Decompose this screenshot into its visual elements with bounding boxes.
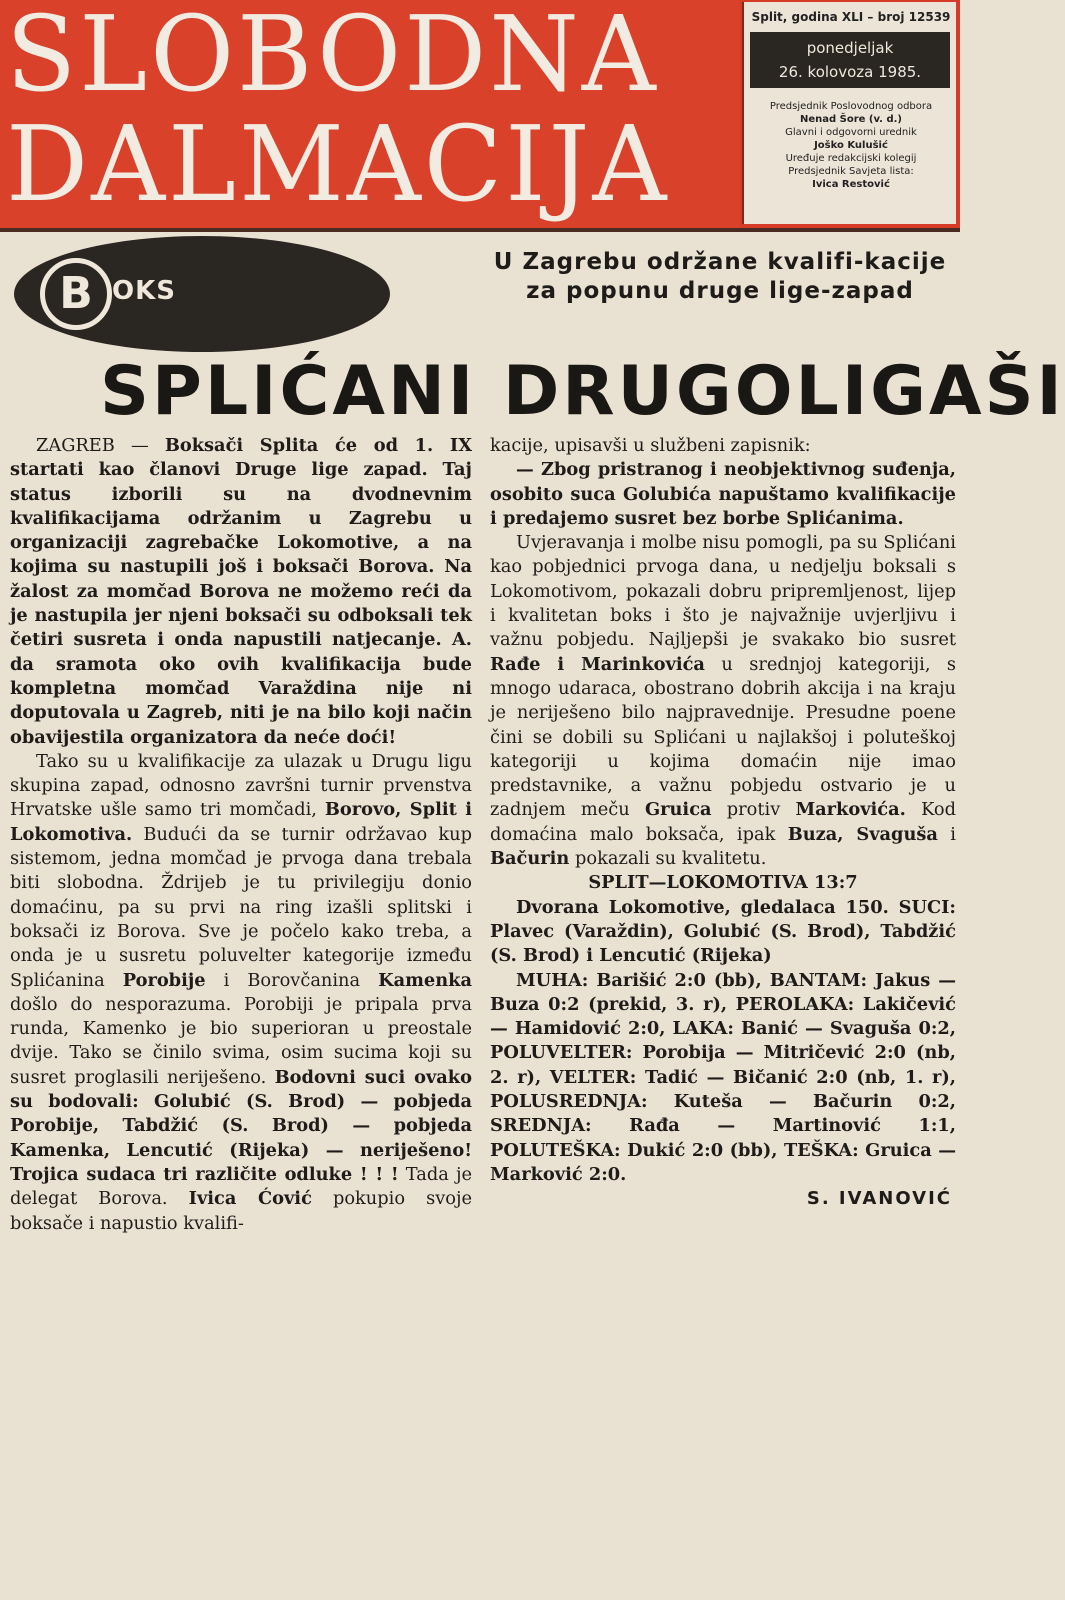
masthead-title [0, 0, 740, 228]
article-paragraph [490, 458, 956, 531]
bold-text-run: Kamenka [378, 969, 472, 991]
bold-text-run: Rađe i Marinkovića [490, 653, 705, 675]
section-badge-boks [14, 236, 390, 352]
article-headline: SPLIĆANI DRUGOLIGAŠI [100, 352, 1065, 431]
text-run: došlo do nesporazuma. Porobiji je pripala prva runda, Kamenko je bio superioran u preostale dvije. Tako se činilo svima, osim sucima koji su susret proglasili neriješeno. [10, 993, 472, 1088]
bold-text-run: Dvorana Lokomotive, gledalaca 150. SUCI: Plavec (Varaždin), Golubić (S. Brod), Tabdžić (S. Brod) i Lencutić (Rijeka) [490, 896, 956, 967]
masthead-info-panel [742, 2, 956, 224]
staff-line: Predsjednik Poslovodnog odbora [769, 101, 933, 112]
text-run: kacije, upisavši u službeni zapisnik: [490, 435, 811, 456]
masthead [0, 0, 960, 228]
text-run: Kod domaćina malo boksača, ipak [490, 799, 956, 845]
article-kicker: U Zagrebu održane kvalifi-kacije za popunu druge lige-zapad [493, 249, 947, 304]
article-column-left [10, 434, 472, 1236]
article-paragraph [10, 434, 472, 750]
text-run: u srednjoj kategoriji, s mnogo udaraca, obostrano dobrih akcija i na kraju je neriješeno bilo najpravednije. Presudne poene čini se dobili su Splićani u najlakšoj i poluteškoj kategoriji u kojima domaćin nije imao predstavnike, a važnu pobjedu ostvario je u zadnjem meču [490, 653, 956, 821]
staff-line: Nenad Šore (v. d.) [799, 114, 902, 125]
text-run: i [937, 823, 956, 845]
article-column-right-body [490, 434, 956, 1187]
issue-number: Split, godina XLI – broj 12539 [751, 10, 951, 24]
bold-text-run: — Zbog pristranog i neobjektivnog suđenja, osobito suca Golubića napuštamo kvalifikacije i predajemo susret bez borbe Splićanima. [490, 459, 956, 529]
issue-date: 26. kolovoza 1985. [778, 63, 922, 81]
text-run: Tako su u kvalifikacije za ulazak u Drugu ligu skupina zapad, odnosno završni turnir prvenstva Hrvatske ušle samo tri momčadi, [10, 750, 472, 821]
bold-text-run: Porobije [122, 969, 206, 991]
issue-day: ponedjeljak [806, 39, 894, 57]
text-run: Tada je delegat Borova. [10, 1163, 472, 1210]
text-run: pokupio svoje boksače i napustio kvalifi- [10, 1188, 472, 1234]
masthead-title-line-1: SLOBODNA [6, 0, 659, 115]
article-paragraph [490, 871, 956, 895]
article-paragraph [490, 531, 956, 871]
text-run: i Borovčanina [205, 969, 379, 991]
text-run: Uvjeravanja i molbe nisu pomogli, pa su Splićani kao pobjednici prvoga dana, u nedjelju boksali s Lokomotivom, pokazali dobru pripremljenost, lijep i kvalitetan boks i što je najvažnije uvjerljivu i važnu pobjedu. Najljepši je svakako bio susret [490, 532, 956, 651]
bold-text-run: Buza, Svaguša [787, 823, 938, 845]
staff-line: Joško Kulušić [814, 140, 888, 151]
section-badge-word: OKS [112, 276, 176, 306]
bold-text-run: SPLIT—LOKOMOTIVA 13:7 [588, 872, 858, 894]
article-paragraph [490, 969, 956, 1188]
article-paragraph [490, 434, 956, 458]
text-run: pokazali su kvalitetu. [569, 848, 767, 870]
staff-line: Uređuje redakcijski kolegij [785, 153, 917, 164]
staff-credits [744, 100, 958, 191]
masthead-title-line-2: DALMACIJA [6, 103, 670, 225]
bold-text-run: Gruica [644, 799, 712, 821]
text-run: protiv [711, 799, 796, 821]
text-run: ZAGREB — [36, 435, 165, 456]
bold-text-run: Bodovni suci ovako su bodovali: Golubić (S. Brod) — pobjeda Porobije, Tabdžić (S. Brod) — pobjeda Kamenka, Lencutić (Rijeka) — neriješeno! Trojica sudaca tri različite odluke ! ! ! [10, 1066, 472, 1185]
staff-line: Predsjednik Savjeta lista: [788, 166, 914, 177]
staff-line: Glavni i odgovorni urednik [785, 127, 917, 138]
text-run: Budući da se turnir održavao kup sistemom, jedna momčad je prvoga dana trebala biti slobodna. Ždrijeb je tu privilegiju donio domaćinu, pa su prvi na ring izašli splitski i boksači iz Borova. Sve je počelo kako treba, a onda je u susretu poluvelter kategorije između Splićanina [10, 823, 472, 991]
bold-text-run: Markovića. [795, 799, 906, 821]
date-box [750, 32, 950, 88]
article-column-right [490, 434, 956, 1212]
bold-text-run: Boksači Splita će od 1. IX startati kao članovi Druge lige zapad. Taj status izborili su na dvodnevnim kvalifikacijama održanim u Zagrebu u organizaciji zagrebačke Lokomotive, a na kojima su nastupili još i boksači Borova. Na žalost za momčad Borova ne možemo reći da je nastupila jer njeni boksači su odboksali tek četiri susreta i onda napustili natjecanje. A. da sramota oko ovih kvalifikacija bude kompletna momčad Varaždina nije ni doputovala u Zagreb, niti je na bilo koji način obavijestila organizatora da neće doći! [10, 435, 472, 748]
article-byline: S. IVANOVIĆ [806, 1188, 952, 1210]
article-paragraph [10, 750, 472, 1236]
article-paragraph [490, 896, 956, 969]
bold-text-run: Borovo, Split i Lokomotiva. [10, 799, 472, 845]
masthead-rule [0, 228, 960, 232]
boxing-badge-icon: B [40, 258, 112, 330]
bold-text-run: Bačurin [490, 848, 570, 870]
staff-line: Ivica Restović [812, 179, 890, 190]
bold-text-run: MUHA: Barišić 2:0 (bb), BANTAM: Jakus — Buza 0:2 (prekid, 3. r), PEROLAKA: Lakičević — Hamidović 2:0, LAKA: Banić — Svaguša 0:2, POLUVELTER: Porobija — Mitričević 2:0 (nb, 2. r), VELTER: Tadić — Bičanić 2:0 (nb, 1. r), POLUSREDNJA: Kuteša — Bačurin 0:2, SREDNJA: Rađa — Martinović 1:1, POLUTEŠKA: Dukić 2:0 (bb), TEŠKA: Gruica — Marković 2:0. [490, 969, 956, 1185]
bold-text-run: Ivica Ćović [188, 1188, 312, 1210]
